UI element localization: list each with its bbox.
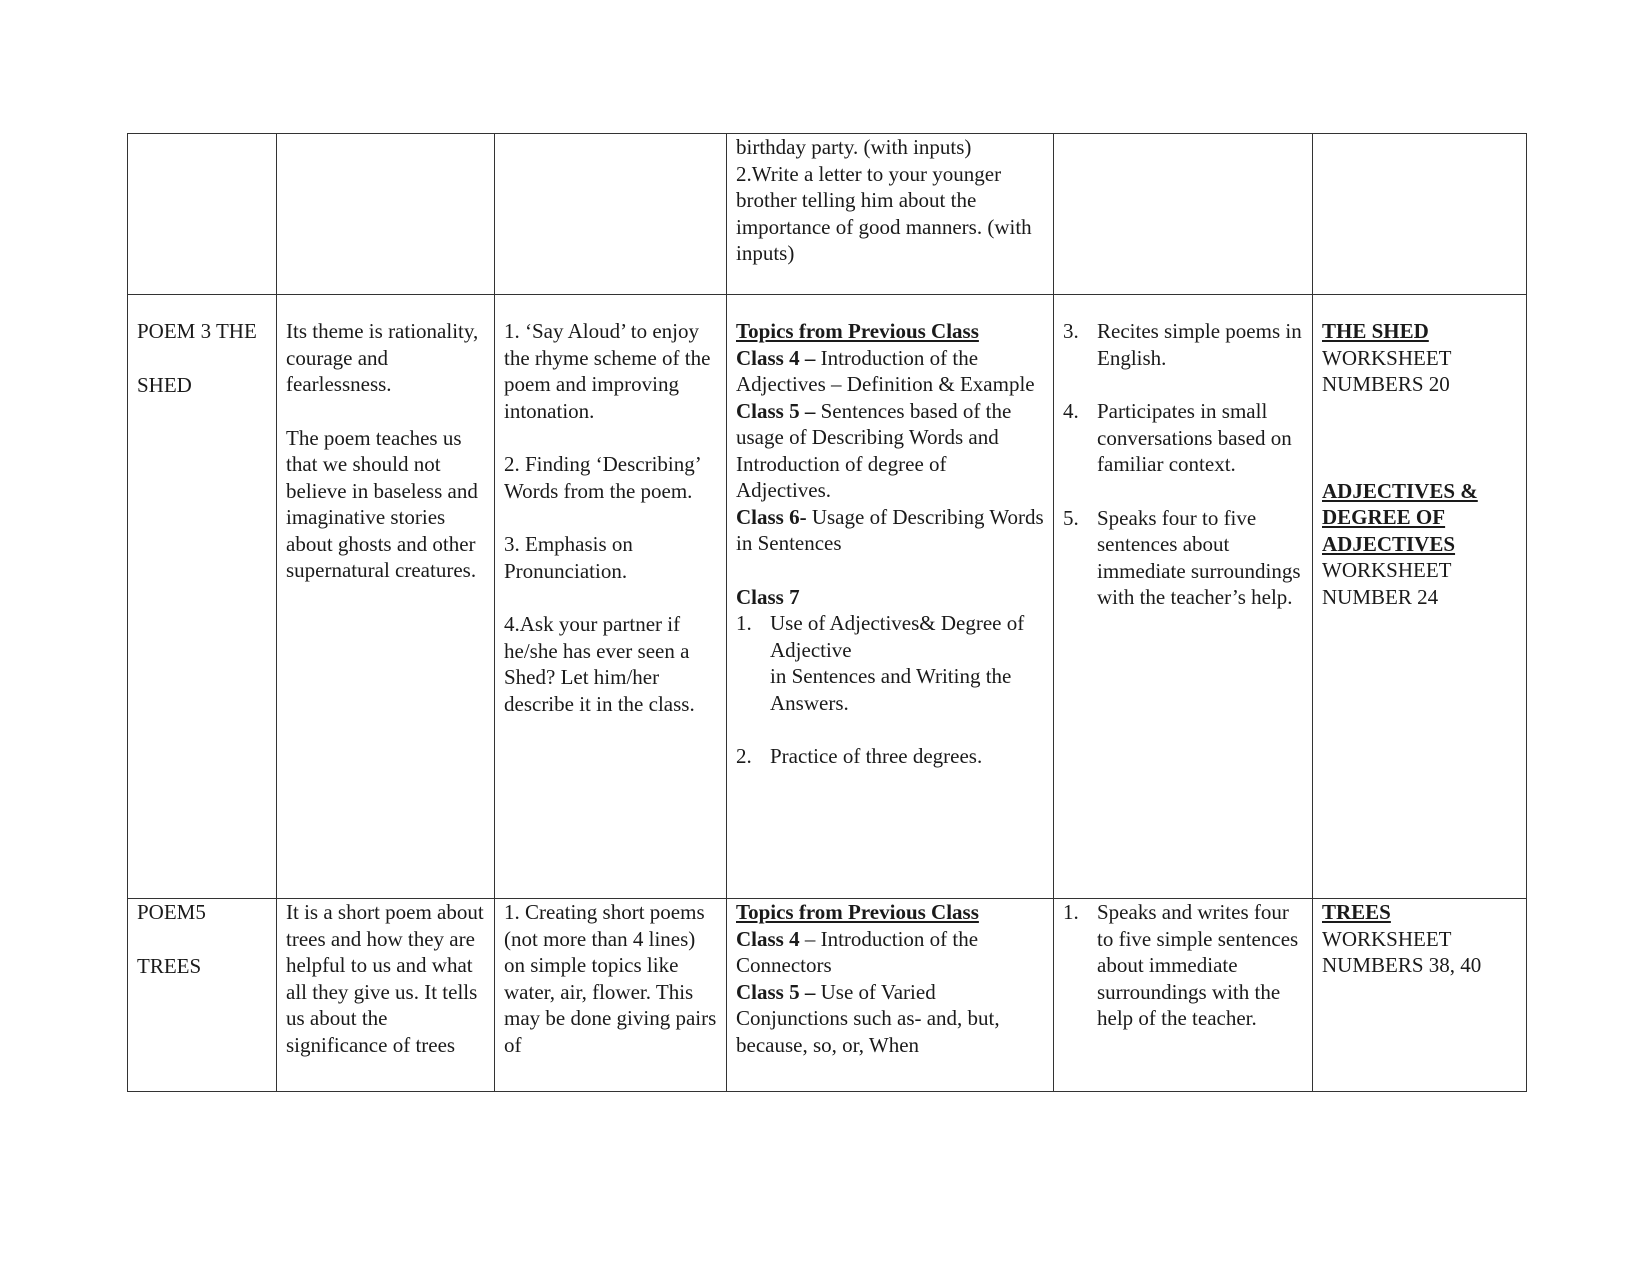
- class7-list: [736, 610, 1044, 770]
- class-label: Class 4: [736, 926, 800, 951]
- topics-heading: Topics from Previous Class: [736, 319, 979, 343]
- lesson-plan-table: [127, 133, 1527, 1092]
- cell-outcomes: [1054, 134, 1313, 295]
- topic-item: [736, 504, 1044, 557]
- list-number: 2.: [736, 744, 752, 768]
- table-row: [128, 134, 1527, 295]
- cell-activities: [495, 134, 727, 295]
- list-text: Participates in small conversations based on familiar context.: [1097, 399, 1292, 476]
- topic-item: [736, 926, 1044, 979]
- cell-topics: [727, 295, 1054, 899]
- theme-text: Its theme is rationality, courage and fearlessness.: [286, 319, 479, 396]
- topic-text: Use of Varied Conjunctions such as- and, but, because, so, or, When: [736, 979, 1000, 1057]
- worksheet-title: DEGREE OF: [1322, 505, 1446, 529]
- class-label: Class 6-: [736, 504, 807, 529]
- poem-title: POEM5: [137, 900, 206, 924]
- list-number: 5.: [1063, 505, 1079, 530]
- cell-activities: [495, 295, 727, 899]
- activity-text: 1. ‘Say Aloud’ to enjoy the rhyme scheme of the poem and improving intonation.: [504, 319, 711, 423]
- activity-text: 2.Write a letter to your younger brother telling him about the importance of good manners. (with inputs): [736, 161, 1032, 265]
- list-item: [736, 610, 1044, 716]
- activity-text: 4.Ask your partner if he/she has ever seen a Shed? Let him/her describe it in the class.: [504, 612, 695, 716]
- class-label: Class 5 –: [736, 398, 816, 423]
- worksheet-title: ADJECTIVES: [1322, 531, 1456, 556]
- cell-worksheets: [1313, 134, 1527, 295]
- cell-poem: [128, 899, 277, 1092]
- table-row: [128, 295, 1527, 899]
- worksheet-text: WORKSHEET: [1322, 558, 1452, 582]
- topic-item: [736, 398, 1044, 504]
- list-item: [1063, 318, 1303, 371]
- outcomes-list: [1063, 899, 1303, 1032]
- poem-title: SHED: [137, 372, 192, 397]
- worksheet-text: WORKSHEET: [1322, 926, 1452, 951]
- activity-text: 2. Finding ‘Describing’ Words from the poem.: [504, 452, 701, 503]
- list-text: Recites simple poems in English.: [1097, 319, 1302, 370]
- class-label: Class 7: [736, 584, 800, 609]
- worksheet-text: NUMBERS 20: [1322, 372, 1450, 396]
- activity-text: 3. Emphasis on Pronunciation.: [504, 532, 633, 583]
- topics-heading: Topics from Previous Class: [736, 900, 979, 924]
- table-row: [128, 899, 1527, 1092]
- outcomes-list: [1063, 318, 1303, 611]
- list-text: Use of Adjectives& Degree of Adjective: [770, 611, 1025, 662]
- list-text: in Sentences and Writing the Answers.: [770, 664, 1012, 715]
- worksheet-title: ADJECTIVES &: [1322, 478, 1478, 503]
- topic-item: [736, 345, 1044, 398]
- cell-theme: [277, 295, 495, 899]
- list-text: Practice of three degrees.: [770, 744, 983, 768]
- worksheet-text: NUMBER 24: [1322, 584, 1439, 609]
- worksheet-title: TREES: [1322, 900, 1391, 924]
- cell-outcomes: [1054, 899, 1313, 1092]
- list-item: [1063, 899, 1303, 1032]
- topic-text: Sentences based of the usage of Describing Words and Introduction of degree of Adjectives.: [736, 398, 1012, 502]
- list-item: [1063, 398, 1303, 478]
- list-number: 3.: [1063, 319, 1079, 343]
- worksheet-text: WORKSHEET: [1322, 345, 1452, 370]
- poem-title: POEM 3 THE: [137, 319, 257, 343]
- list-number: 4.: [1063, 399, 1079, 423]
- cell-worksheets: [1313, 295, 1527, 899]
- list-item: [736, 743, 1044, 770]
- cell-worksheets: [1313, 899, 1527, 1092]
- topic-item: [736, 979, 1044, 1059]
- list-number: 1.: [736, 611, 752, 635]
- worksheet-text: NUMBERS 38, 40: [1322, 953, 1482, 977]
- topic-text: Introduction of the Adjectives – Definition & Example: [736, 345, 1035, 396]
- list-text: Speaks four to five sentences about immediate surroundings with the teacher’s help.: [1097, 505, 1301, 609]
- activity-text: 1. Creating short poems (not more than 4 lines) on simple topics like water, air, flower. This may be done giving pairs of: [504, 900, 717, 1057]
- list-text: Speaks and writes four to five simple sentences about immediate surroundings with the help of the teacher.: [1097, 900, 1299, 1030]
- topic-text: Usage of Describing Words in Sentences: [736, 504, 1044, 555]
- class-label: Class 5 –: [736, 979, 816, 1004]
- cell-poem: [128, 134, 277, 295]
- cell-poem: [128, 295, 277, 899]
- theme-text: The poem teaches us that we should not believe in baseless and imaginative stories about ghosts and other supernatural creatures.: [286, 425, 478, 582]
- theme-text: It is a short poem about trees and how they are helpful to us and what all they give us. It tells us about the significance of trees: [286, 900, 484, 1057]
- worksheet-title: THE SHED: [1322, 319, 1429, 343]
- cell-topics: [727, 899, 1054, 1092]
- topic-text: – Introduction of the Connectors: [736, 926, 979, 977]
- cell-theme: [277, 134, 495, 295]
- cell-activities: [495, 899, 727, 1092]
- list-number: 1.: [1063, 900, 1079, 924]
- cell-outcomes: [1054, 295, 1313, 899]
- activity-text: birthday party. (with inputs): [736, 135, 972, 159]
- list-item: [1063, 505, 1303, 611]
- class-label: Class 4 –: [736, 345, 816, 370]
- cell-topics: [727, 134, 1054, 295]
- cell-theme: [277, 899, 495, 1092]
- poem-title: TREES: [137, 953, 202, 978]
